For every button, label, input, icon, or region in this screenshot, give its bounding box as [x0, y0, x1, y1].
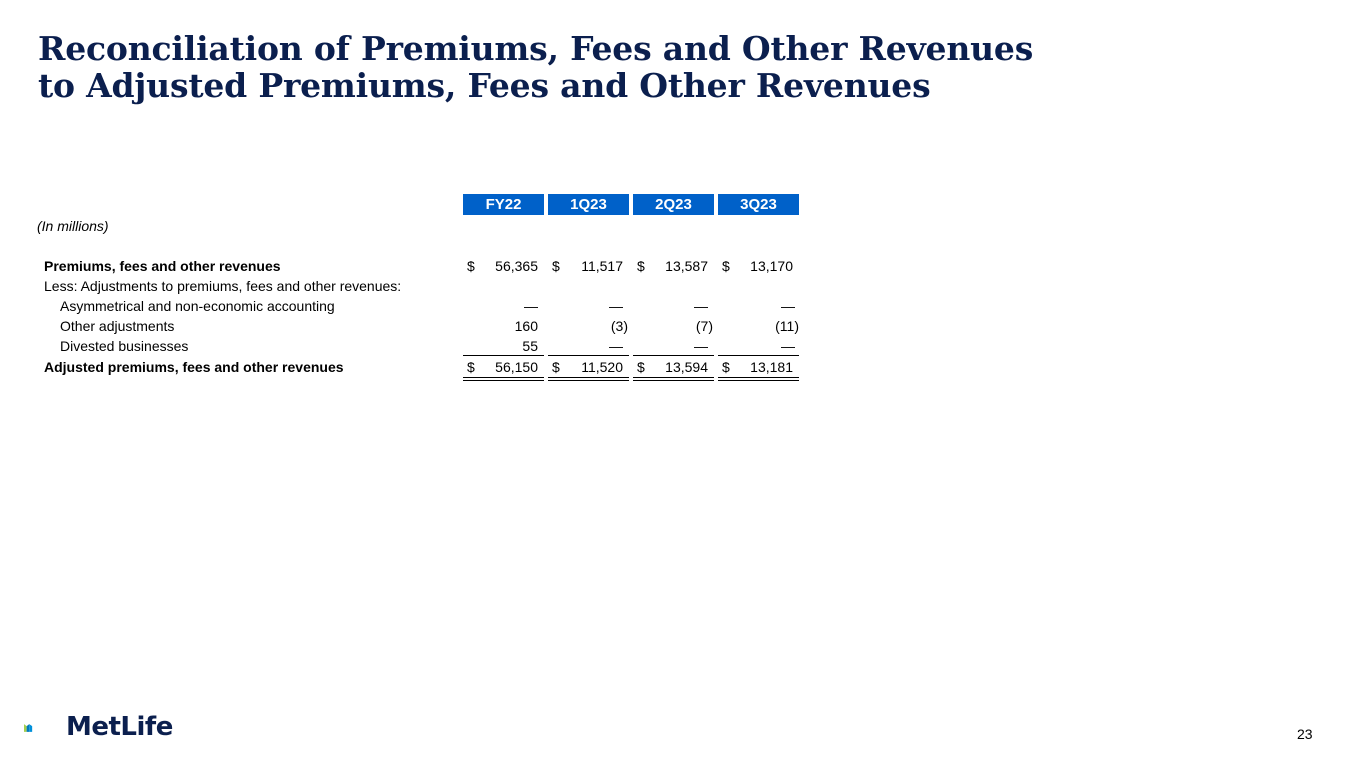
page-number: 23: [1297, 726, 1313, 742]
value-cell: —: [524, 298, 538, 314]
table-row-total: [0, 357, 1365, 377]
value-cell: $ 13,587: [637, 258, 708, 274]
subtotal-rule: [718, 355, 799, 356]
value-cell: —: [609, 298, 623, 314]
metlife-logo-text: MetLife: [66, 712, 173, 742]
column-header-fy22: FY22: [463, 194, 544, 215]
total-double-rule: [633, 377, 714, 378]
row-label: Asymmetrical and non-economic accounting: [60, 298, 335, 314]
table-row: [0, 316, 1365, 336]
total-double-rule: [463, 380, 544, 381]
table-row: [0, 336, 1365, 356]
value-cell: —: [781, 298, 795, 314]
total-double-rule: [718, 380, 799, 381]
table-row: [0, 276, 1365, 296]
subtotal-rule: [633, 355, 714, 356]
value-cell: —: [781, 338, 795, 354]
row-label: Other adjustments: [60, 318, 175, 334]
page-title: [38, 30, 1033, 104]
value-cell: (3): [610, 318, 628, 334]
value-cell: $ 13,181: [722, 359, 793, 375]
value-cell: (7): [695, 318, 713, 334]
value-cell: $ 13,594: [637, 359, 708, 375]
table-row: [0, 256, 1365, 276]
row-label: Premiums, fees and other revenues: [44, 258, 281, 274]
page-title-line-1: Reconciliation of Premiums, Fees and Other Revenues: [38, 29, 1034, 68]
column-header-2q23: 2Q23: [633, 194, 714, 215]
subtotal-rule: [548, 355, 629, 356]
value-cell: —: [694, 338, 708, 354]
row-label: Adjusted premiums, fees and other revenues: [44, 359, 344, 375]
value-cell: —: [694, 298, 708, 314]
total-double-rule: [718, 377, 799, 378]
value-cell: $ 11,520: [552, 359, 623, 375]
total-double-rule: [548, 377, 629, 378]
value-cell: $ 11,517: [552, 258, 623, 274]
total-double-rule: [463, 377, 544, 378]
value-cell: $ 13,170: [722, 258, 793, 274]
value-cell: $ 56,150: [467, 359, 538, 375]
column-header-1q23: 1Q23: [548, 194, 629, 215]
column-header-3q23: 3Q23: [718, 194, 799, 215]
row-label: Divested businesses: [60, 338, 189, 354]
subtotal-rule: [463, 355, 544, 356]
value-cell: 160: [514, 318, 538, 334]
row-label: Less: Adjustments to premiums, fees and other revenues:: [44, 278, 402, 294]
total-double-rule: [548, 380, 629, 381]
table-row: [0, 296, 1365, 316]
value-cell: 55: [522, 338, 538, 354]
page-title-line-2: to Adjusted Premiums, Fees and Other Revenues: [38, 66, 931, 105]
value-cell: (11): [775, 318, 799, 334]
value-cell: —: [609, 338, 623, 354]
total-double-rule: [633, 380, 714, 381]
metlife-logo-icon: [24, 710, 60, 746]
value-cell: $ 56,365: [467, 258, 538, 274]
units-note: (In millions): [37, 218, 109, 234]
